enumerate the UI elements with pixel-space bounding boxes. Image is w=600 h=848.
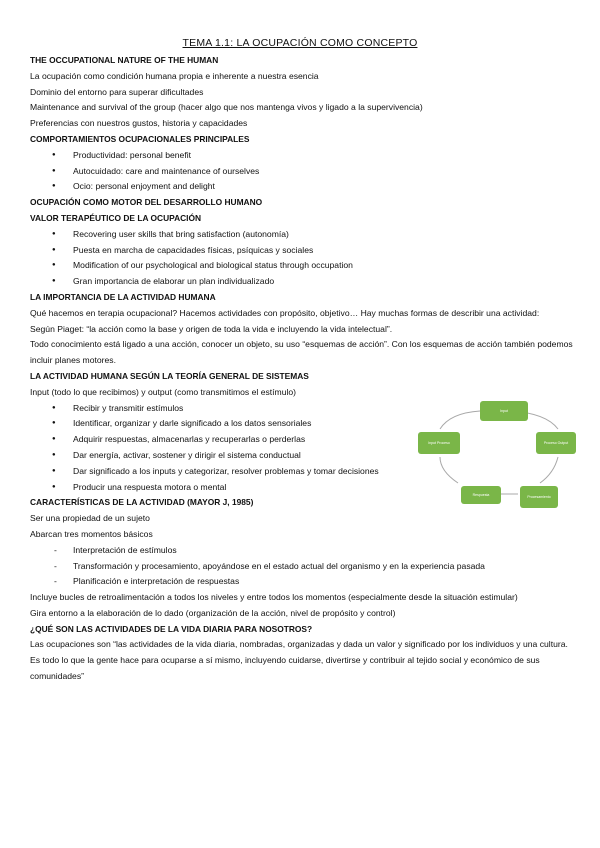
dash-item: - Interpretación de estímulos: [30, 543, 575, 559]
dash-list: [30, 543, 575, 590]
bullet-item: ● Producir una respuesta motora o mental: [30, 480, 575, 496]
bullet-list: [30, 227, 575, 290]
bullet-item: ● Recovering user skills that bring satisfaction (autonomía): [30, 227, 575, 243]
diagram-node: Input: [480, 401, 528, 421]
diagram-node: Respuesta: [461, 486, 501, 504]
dash-item: - Transformación y procesamiento, apoyándose en el estado actual del organismo y en la experiencia pasada: [30, 559, 575, 575]
section-heading: OCUPACIÓN COMO MOTOR DEL DESARROLLO HUMANO: [30, 197, 263, 208]
paragraph: Maintenance and survival of the group (hacer algo que nos mantenga vivos y ligado a la supervivencia): [30, 102, 423, 113]
bullet-item: ● Puesta en marcha de capacidades físicas, psíquicas y sociales: [30, 243, 575, 259]
paragraph: Qué hacemos en terapia ocupacional? Hacemos actividades con propósito, objetivo… Hay muchas formas de describir una actividad:: [30, 307, 540, 318]
bullet-item: ● Dar significado a los inputs y categorizar, resolver problemas y tomar decisiones: [30, 464, 575, 480]
cycle-diagram: [418, 397, 578, 512]
bullet-item: ● Productividad: personal benefit: [30, 148, 575, 164]
page-title: TEMA 1.1: LA OCUPACIÓN COMO CONCEPTO: [182, 37, 418, 49]
paragraph: La ocupación como condición humana propia e inherente a nuestra esencia: [30, 70, 319, 81]
bullet-item: ● Autocuidado: care and maintenance of ourselves: [30, 164, 575, 180]
arrow: [440, 457, 458, 483]
bullet-item: ● Adquirir respuestas, almacenarlas y recuperarlas o perderlas: [30, 432, 575, 448]
section-heading: VALOR TERAPÉUTICO DE LA OCUPACIÓN: [30, 212, 202, 223]
bullet-item: ● Identificar, organizar y darle significado a los datos sensoriales: [30, 416, 575, 432]
paragraph: Input (todo lo que recibimos) y output (como transmitimos el estímulo): [30, 386, 297, 397]
diagram-node: Proceso Output: [536, 432, 576, 454]
bullet-item: ● Modification of our psychological and biological status through occupation: [30, 258, 575, 274]
section-heading: THE OCCUPATIONAL NATURE OF THE HUMAN: [30, 55, 219, 65]
bullet-item: ● Gran importancia de elaborar un plan individualizado: [30, 274, 575, 290]
section-heading: LA IMPORTANCIA DE LA ACTIVIDAD HUMANA: [30, 291, 216, 302]
paragraph: Según Piaget: “la acción como la base y origen de toda la vida e incluyendo la vida intelectual”.: [30, 323, 393, 334]
diagram-node: Input Proceso: [418, 432, 460, 454]
paragraph: Todo conocimiento está ligado a una acción, conocer un objeto, su uso “esquemas de acción”. Con los esquemas de acción también podemos incluir planes motores.: [30, 339, 573, 366]
section-heading: COMPORTAMIENTOS OCUPACIONALES PRINCIPALES: [30, 133, 250, 144]
paragraph: Dominio del entorno para superar dificultades: [30, 86, 204, 97]
bullet-list: [30, 148, 575, 195]
diagram-node: Procesamiento: [520, 486, 558, 508]
paragraph: Preferencias con nuestros gustos, historia y capacidades: [30, 118, 248, 129]
paragraph: Abarcan tres momentos básicos: [30, 528, 153, 539]
paragraph: Ser una propiedad de un sujeto: [30, 513, 150, 524]
bullet-item: ● Ocio: personal enjoyment and delight: [30, 179, 575, 195]
bullet-item: ● Dar energía, activar, sostener y dirigir el sistema conductual: [30, 448, 575, 464]
arrow: [440, 411, 480, 429]
paragraph: Gira entorno a la elaboración de lo dado (organización de la acción, nivel de propósito y control): [30, 607, 396, 618]
section-heading: CARACTERÍSTICAS DE LA ACTIVIDAD (MAYOR J, 1985): [30, 497, 254, 508]
bullet-item: ● Recibir y transmitir estímulos: [30, 401, 575, 417]
section-heading: ¿QUÉ SON LAS ACTIVIDADES DE LA VIDA DIARIA PARA NOSOTROS?: [30, 623, 313, 634]
dash-item: - Planificación e interpretación de respuestas: [30, 574, 575, 590]
arrow: [540, 457, 558, 483]
paragraph: Incluye bucles de retroalimentación a todos los niveles y entre todos los momentos (especialmente desde la situación estimular): [30, 592, 518, 603]
document-body: [30, 53, 575, 685]
paragraph: Las ocupaciones son “las actividades de la vida diaria, nombradas, organizadas y dada un valor y significado por los individuos y una cultura. Es todo lo que la gente hace para ocuparse a sí mismo, incluyendo cuidarse, divertirse y contribuir al tejido social y económico de sus comunidades”: [30, 639, 568, 682]
section-heading: LA ACTIVIDAD HUMANA SEGÚN LA TEORÍA GENERAL DE SISTEMAS: [30, 370, 309, 381]
